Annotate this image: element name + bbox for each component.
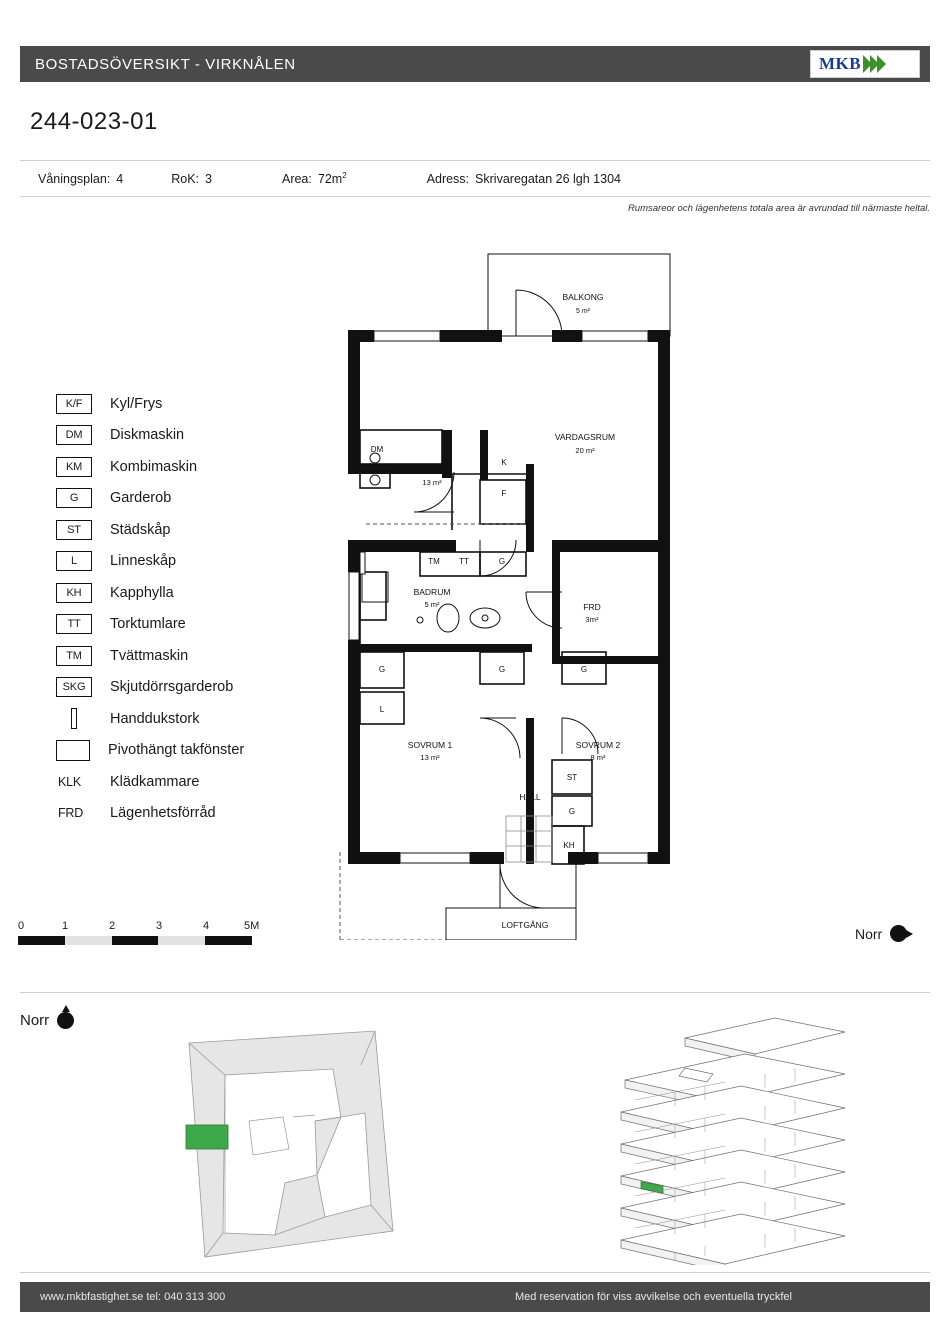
legend-label-klk: Klädkammare bbox=[110, 773, 200, 790]
legend-item-km bbox=[56, 451, 336, 483]
svg-text:F: F bbox=[501, 489, 507, 498]
area-label: Area: bbox=[281, 171, 312, 186]
legend-key-klk: KLK bbox=[56, 772, 92, 792]
area-unit: 2 bbox=[342, 170, 347, 180]
footer-bar bbox=[20, 1282, 930, 1312]
scale-tick-3: 3 bbox=[156, 920, 163, 932]
compass-label-2: Norr bbox=[20, 1012, 50, 1029]
legend-item-klk bbox=[56, 766, 336, 798]
floorplan-drawing bbox=[330, 240, 690, 940]
svg-text:HALL: HALL bbox=[519, 792, 541, 802]
legend-key-frd: FRD bbox=[56, 803, 92, 823]
legend-key-km: KM bbox=[56, 457, 92, 477]
divider-bottom-section bbox=[20, 992, 930, 993]
legend-label-tm: Tvättmaskin bbox=[110, 647, 189, 664]
scale-tick-4: 4 bbox=[203, 920, 210, 932]
svg-text:TM: TM bbox=[428, 557, 440, 566]
svg-text:SOVRUM 2: SOVRUM 2 bbox=[575, 740, 621, 750]
svg-text:DM: DM bbox=[370, 445, 384, 454]
footer-disclaimer: Med reservation för viss avvikelse och eventuella tryckfel bbox=[515, 1291, 792, 1303]
towel-rail-icon bbox=[56, 709, 92, 729]
legend-label-km: Kombimaskin bbox=[110, 458, 198, 475]
svg-text:TT: TT bbox=[459, 557, 469, 566]
legend-label-kf: Kyl/Frys bbox=[110, 395, 163, 412]
scale-bar bbox=[18, 920, 268, 945]
svg-text:20 m²: 20 m² bbox=[575, 446, 595, 455]
rok-label: RoK: bbox=[171, 171, 200, 186]
header-bar bbox=[20, 46, 930, 82]
chevron-right-icon bbox=[865, 55, 886, 73]
svg-text:BADRUM: BADRUM bbox=[413, 587, 451, 597]
compass-icon-right bbox=[890, 925, 907, 942]
legend-label-skg: Skjutdörrsgarderob bbox=[110, 679, 234, 696]
svg-text:FRD: FRD bbox=[583, 602, 601, 612]
svg-text:KOK: KOK bbox=[423, 464, 441, 474]
svg-text:LOFTGÅNG: LOFTGÅNG bbox=[501, 920, 549, 930]
svg-text:K: K bbox=[501, 458, 507, 467]
floor-label: Våningsplan: bbox=[38, 171, 111, 186]
legend-key-kh: KH bbox=[56, 583, 92, 603]
scale-ticks bbox=[18, 920, 268, 936]
page-title: BOSTADSÖVERSIKT - VIRKNÅLEN bbox=[35, 55, 296, 73]
legend-item-l bbox=[56, 546, 336, 578]
logo-text: MKB bbox=[819, 54, 862, 73]
svg-text:8 m²: 8 m² bbox=[590, 753, 606, 762]
apartment-id: 244-023-01 bbox=[30, 108, 158, 135]
legend bbox=[56, 388, 336, 829]
svg-text:L: L bbox=[379, 705, 385, 714]
compass-sitemap bbox=[20, 1012, 74, 1029]
compass-icon-up bbox=[57, 1012, 74, 1029]
svg-text:G: G bbox=[498, 665, 506, 674]
legend-item-dm bbox=[56, 420, 336, 452]
scale-tick-2: 2 bbox=[109, 920, 116, 932]
legend-label-tt: Torktumlare bbox=[110, 616, 186, 633]
legend-label-st: Städskåp bbox=[110, 521, 171, 538]
area-note: Rumsareor och lägenhetens totala area är avrundad till närmaste heltal. bbox=[627, 203, 930, 214]
scale-tick-5: 5M bbox=[244, 920, 260, 932]
info-row bbox=[20, 162, 930, 195]
svg-text:G: G bbox=[580, 665, 588, 674]
building-axonometric bbox=[615, 1010, 925, 1265]
svg-text:3m²: 3m² bbox=[585, 615, 599, 624]
legend-item-tt bbox=[56, 609, 336, 641]
svg-text:13 m²: 13 m² bbox=[422, 478, 442, 487]
legend-key-tt: TT bbox=[56, 614, 92, 634]
legend-label-handdukstork: Handdukstork bbox=[110, 710, 200, 727]
legend-item-kf bbox=[56, 388, 336, 420]
mkb-logo bbox=[810, 50, 920, 78]
svg-text:G: G bbox=[498, 557, 506, 566]
legend-label-kh: Kapphylla bbox=[110, 584, 174, 601]
compass-label-1: Norr bbox=[855, 925, 883, 942]
rok-value: 3 bbox=[205, 171, 212, 186]
legend-item-kh bbox=[56, 577, 336, 609]
divider-top bbox=[20, 160, 930, 161]
svg-text:VARDAGSRUM: VARDAGSRUM bbox=[554, 432, 616, 442]
floor-value: 4 bbox=[116, 171, 124, 186]
legend-label-l: Linneskåp bbox=[110, 553, 177, 570]
scale-tick-0: 0 bbox=[18, 920, 25, 932]
legend-item-frd bbox=[56, 798, 336, 830]
legend-label-takfonster: Pivothängt takfönster bbox=[108, 742, 245, 759]
legend-item-takfonster bbox=[56, 735, 336, 767]
scale-track bbox=[18, 936, 252, 945]
svg-text:SOVRUM 1: SOVRUM 1 bbox=[407, 740, 453, 750]
legend-key-tm: TM bbox=[56, 646, 92, 666]
legend-label-g: Garderob bbox=[110, 490, 172, 507]
footer-contact: www.mkbfastighet.se tel: 040 313 300 bbox=[40, 1291, 226, 1303]
legend-item-tm bbox=[56, 640, 336, 672]
svg-text:BALKONG: BALKONG bbox=[562, 292, 604, 302]
svg-text:KH: KH bbox=[563, 841, 575, 850]
svg-text:G: G bbox=[568, 807, 576, 816]
svg-text:5 m²: 5 m² bbox=[576, 308, 590, 315]
address-label: Adress: bbox=[426, 171, 470, 186]
skylight-icon bbox=[56, 740, 90, 761]
svg-text:G: G bbox=[378, 665, 386, 674]
address-value: Skrivaregatan 26 lgh 1304 bbox=[475, 171, 621, 186]
legend-key-dm: DM bbox=[56, 425, 92, 445]
legend-key-st: ST bbox=[56, 520, 92, 540]
legend-label-dm: Diskmaskin bbox=[110, 427, 185, 444]
svg-text:13 m²: 13 m² bbox=[420, 753, 440, 762]
legend-item-g bbox=[56, 483, 336, 515]
legend-key-kf: K/F bbox=[56, 394, 92, 414]
legend-item-skg bbox=[56, 672, 336, 704]
legend-item-handdukstork bbox=[56, 703, 336, 735]
legend-item-st bbox=[56, 514, 336, 546]
svg-text:ST: ST bbox=[566, 773, 578, 782]
divider-footer bbox=[20, 1272, 930, 1273]
legend-key-skg: SKG bbox=[56, 677, 92, 697]
svg-text:5 m²: 5 m² bbox=[424, 600, 440, 609]
site-map bbox=[165, 1025, 410, 1265]
legend-label-frd: Lägenhetsförråd bbox=[110, 805, 216, 822]
legend-key-g: G bbox=[56, 488, 92, 508]
legend-key-l: L bbox=[56, 551, 92, 571]
compass-floorplan bbox=[855, 925, 907, 942]
scale-tick-1: 1 bbox=[62, 920, 69, 932]
area-value: 72m bbox=[317, 172, 343, 187]
divider-bottom bbox=[20, 196, 930, 197]
